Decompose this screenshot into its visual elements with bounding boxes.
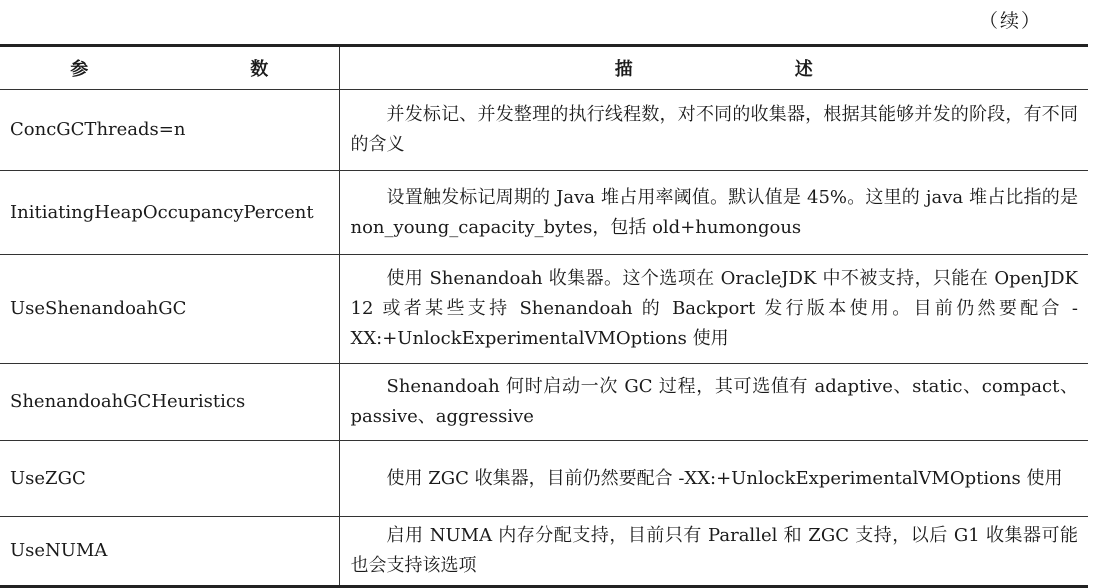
param-description: Shenandoah 何时启动一次 GC 过程，其可选值有 adaptive、static、compact、passive、aggressive [339,364,1088,441]
param-description: 并发标记、并发整理的执行线程数，对不同的收集器，根据其能够并发的阶段，有不同的含义 [339,90,1088,171]
parameter-table [0,44,1088,588]
param-description: 使用 Shenandoah 收集器。这个选项在 OracleJDK 中不被支持，只能在 OpenJDK 12 或者某些支持 Shenandoah 的 Backport 发行版本使用。目前仍然要配合 -XX:+UnlockExperimentalVMOptions 使用 [339,255,1088,364]
param-description: 设置触发标记周期的 Java 堆占用率阈值。默认值是 45%。这里的 java 堆占比指的是 non_young_capacity_bytes，包括 old+humongous [339,171,1088,255]
param-name: UseShenandoahGC [0,255,339,364]
header-param-label: 参 数 [70,59,311,80]
header-param [0,46,339,90]
continued-label: （续） [978,10,1042,32]
table-row [0,171,1088,255]
table-row [0,364,1088,441]
param-name: ShenandoahGCHeuristics [0,364,339,441]
table-row [0,90,1088,171]
table-row [0,517,1088,587]
param-description: 启用 NUMA 内存分配支持，目前只有 Parallel 和 ZGC 支持，以后 G1 收集器可能也会支持该选项 [339,517,1088,587]
table-header [0,46,1088,90]
header-description [339,46,1088,90]
table-row [0,441,1088,517]
header-row [0,46,1088,90]
param-name: InitiatingHeapOccupancyPercent [0,171,339,255]
param-name: UseZGC [0,441,339,517]
param-name: ConcGCThreads=n [0,90,339,171]
table-row [0,255,1088,364]
param-name: UseNUMA [0,517,339,587]
param-description: 使用 ZGC 收集器，目前仍然要配合 -XX:+UnlockExperimentalVMOptions 使用 [339,441,1088,517]
header-description-label: 描 述 [614,59,855,80]
